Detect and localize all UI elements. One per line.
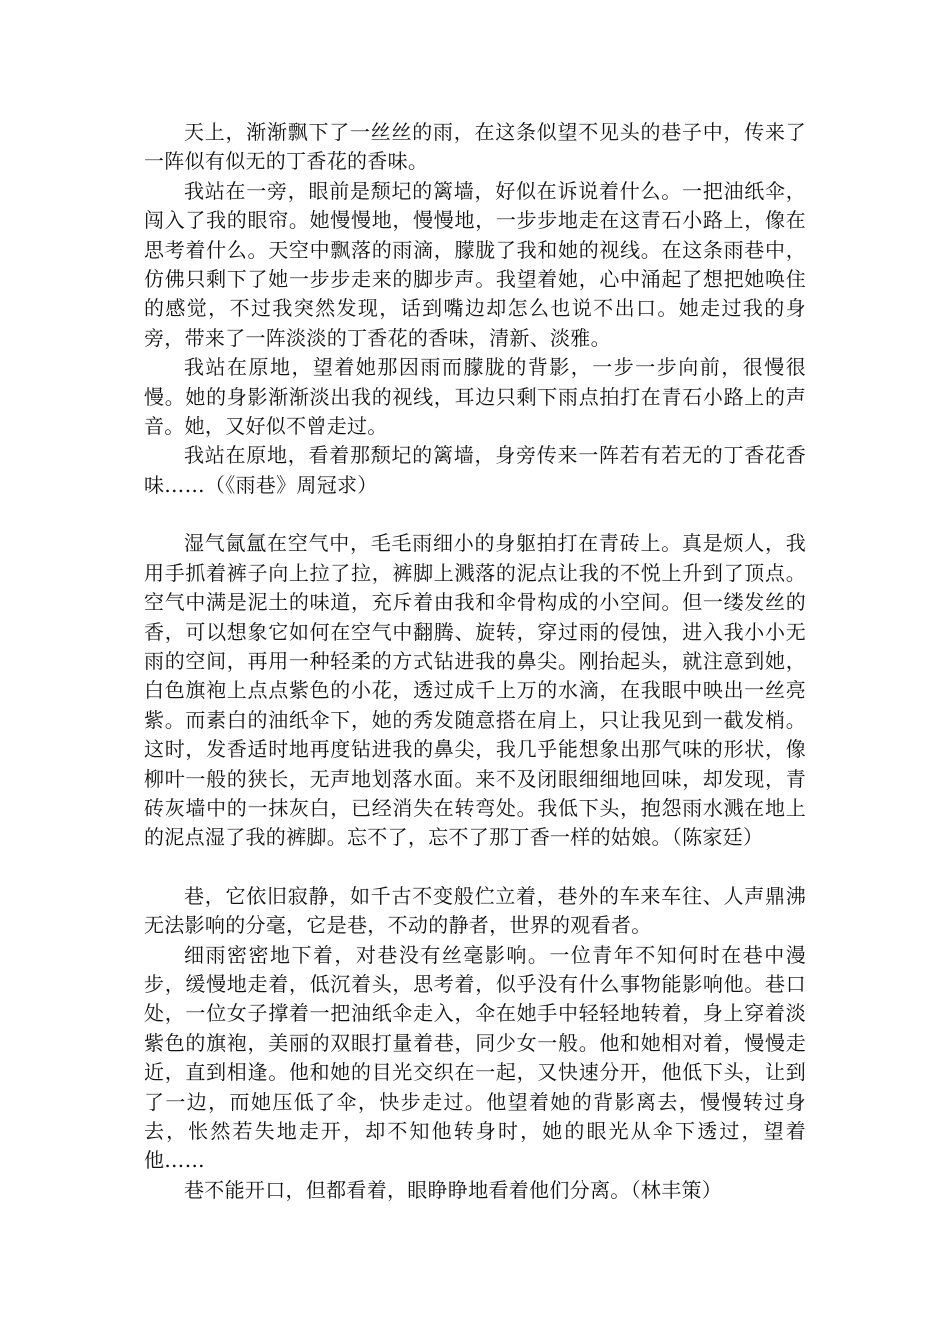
section-spacer: [144, 853, 806, 882]
paragraph-6: 巷，它依旧寂静，如千古不变般伫立着，巷外的车来车往、人声鼎沸无法影响的分毫，它是巷，不动的静者，世界的观看者。: [144, 883, 806, 938]
paragraph-3: 我站在原地，望着她那因雨而朦胧的背影，一步一步向前，很慢很慢。她的身影渐渐淡出我的视线，耳边只剩下雨点拍打在青石小路上的声音。她，又好似不曾走过。: [144, 355, 806, 439]
document-body: [144, 118, 806, 1205]
paragraph-2: 我站在一旁，眼前是颓圮的篱墙，好似在诉说着什么。一把油纸伞，闯入了我的眼帘。她慢慢地，慢慢地，一步步地走在这青石小路上，像在思考着什么。天空中飘落的雨滴，朦胧了我和她的视线。在这条雨巷中，仿佛只剩下了她一步步走来的脚步声。我望着她，心中涌起了想把她唤住的感觉，不过我突然发现，话到嘴边却怎么也说不出口。她走过我的身旁，带来了一阵淡淡的丁香花的香味，清新、淡雅。: [144, 178, 806, 350]
paragraph-7: 细雨密密地下着，对巷没有丝毫影响。一位青年不知何时在巷中漫步，缓慢地走着，低沉着头，思考着，似乎没有什么事物能影响他。巷口处，一位女子撑着一把油纸伞走入，伞在她手中轻轻地转着，身上穿着淡紫色的旗袍，美丽的双眼打量着巷，同少女一般。他和她相对着，慢慢走近，直到相逢。他和她的目光交织在一起，又快速分开，他低下头，让到了一边，而她压低了伞，快步走过。他望着她的背影离去，慢慢转过身去，怅然若失地走开，却不知他转身时，她的眼光从伞下透过，望着他……: [144, 942, 806, 1173]
section-spacer: [144, 500, 806, 529]
paragraph-5: 湿气氤氲在空气中，毛毛雨细小的身躯拍打在青砖上。真是烦人，我用手抓着裤子向上拉了拉，裤脚上溅落的泥点让我的不悦上升到了顶点。空气中满是泥土的味道，充斥着由我和伞骨构成的小空间。但一缕发丝的香，可以想象它如何在空气中翻腾、旋转，穿过雨的侵蚀，进入我小小无雨的空间，再用一种轻柔的方式钻进我的鼻尖。刚抬起头，就注意到她，白色旗袍上点点紫色的小花，透过成千上万的水滴，在我眼中映出一丝亮紫。而素白的油纸伞下，她的秀发随意搭在肩上，只让我见到一截发梢。这时，发香适时地再度钻进我的鼻尖，我几乎能想象出那气味的形状，像柳叶一般的狭长，无声地划落水面。来不及闭眼细细地回味，却发现，青砖灰墙中的一抹灰白，已经消失在转弯处。我低下头，抱怨雨水溅在地上的泥点湿了我的裤脚。忘不了，忘不了那丁香一样的姑娘。（陈家廷）: [144, 531, 806, 850]
paragraph-8: 巷不能开口，但都看着，眼睁睁地看着他们分离。（林丰策）: [184, 1177, 723, 1202]
paragraph-1: 天上，渐渐飘下了一丝丝的雨，在这条似望不见头的巷子中，传来了一阵似有似无的丁香花的香味。: [144, 120, 806, 174]
paragraph-4: 我站在原地，看着那颓圮的篱墙，身旁传来一阵若有若无的丁香花香味……（《雨巷》周冠求）: [144, 443, 806, 497]
